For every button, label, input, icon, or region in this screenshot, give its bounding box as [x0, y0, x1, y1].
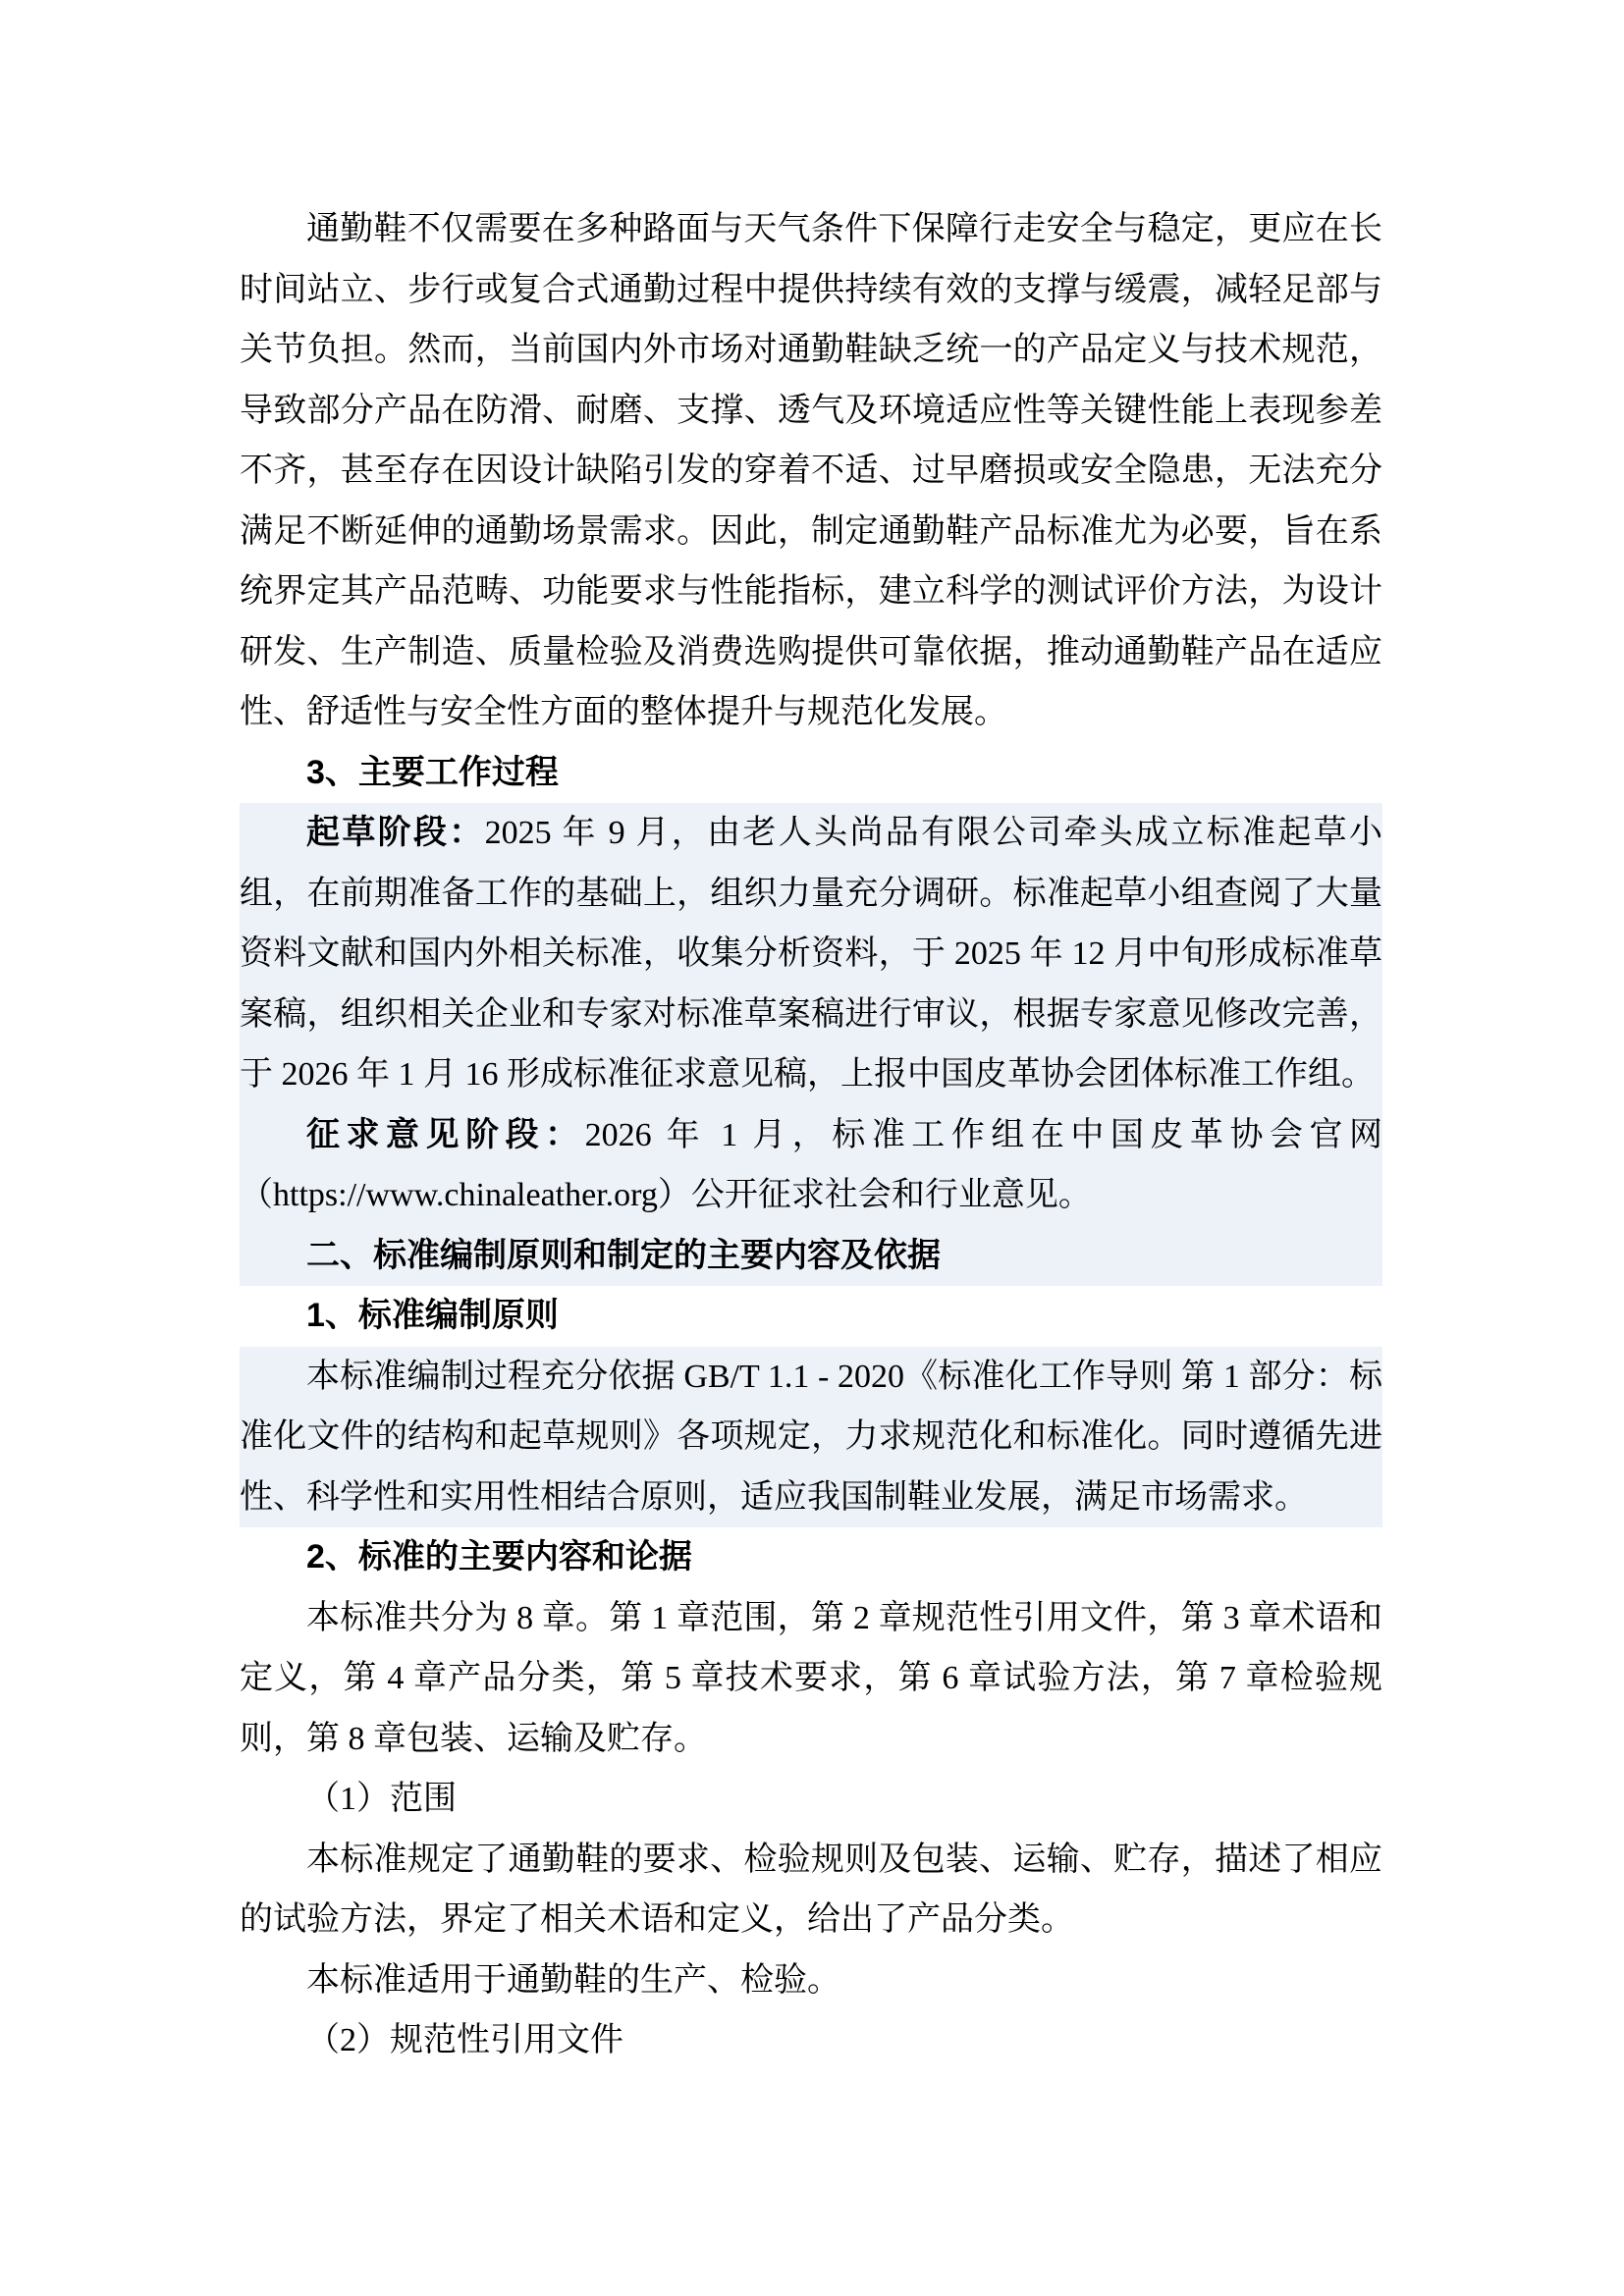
bold-run: 2、标准的主要内容和论据 [306, 1538, 692, 1575]
text-run: （2）规范性引用文件 [306, 2022, 623, 2058]
bold-run: 二、标准编制原则和制定的主要内容及依据 [306, 1236, 941, 1274]
paragraph [240, 1950, 1382, 2011]
document-blocks [240, 199, 1382, 2071]
text-run: 本标准共分为 8 章。第 1 章范围，第 2 章规范性引用文件，第 3 章术语和定义，第 4 章产品分类，第 5 章技术要求，第 6 章试验方法，第 7 章检验规则，第 8 章包装、运输及贮存。 [240, 1599, 1382, 1757]
text-run: （1）范围 [306, 1781, 457, 1817]
paragraph [240, 1105, 1382, 1226]
heading [240, 1226, 1382, 1287]
text-run: 2026 年 1 月，标准工作组在中国皮革协会官网（https://www.chinaleather.org）公开征求社会和行业意见。 [240, 1116, 1383, 1213]
paragraph [240, 1769, 1382, 1830]
heading [240, 1286, 1382, 1347]
text-run: 本标准规定了通勤鞋的要求、检验规则及包装、运输、贮存，描述了相应的试验方法，界定了相关术语和定义，给出了产品分类。 [240, 1841, 1382, 1938]
paragraph [240, 1588, 1382, 1770]
bold-run: 征求意见阶段： [306, 1116, 585, 1153]
text-run: 通勤鞋不仅需要在多种路面与天气条件下保障行走安全与稳定，更应在长时间站立、步行或复合式通勤过程中提供持续有效的支撑与缓震，减轻足部与关节负担。然而，当前国内外市场对通勤鞋缺乏统一的产品定义与技术规范，导致部分产品在防滑、耐磨、支撑、透气及环境适应性等关键性能上表现参差不齐，甚至存在因设计缺陷引发的穿着不适、过早磨损或安全隐患，无法充分满足不断延伸的通勤场景需求。因此，制定通勤鞋产品标准尤为必要，旨在系统界定其产品范畴、功能要求与性能指标，建立科学的测试评价方法，为设计研发、生产制造、质量检验及消费选购提供可靠依据，推动通勤鞋产品在适应性、舒适性与安全性方面的整体提升与规范化发展。 [240, 211, 1382, 730]
bold-run: 起草阶段： [306, 815, 485, 851]
paragraph [240, 1830, 1382, 1950]
text-run: 本标准编制过程充分依据 GB/T 1.1 - 2020《标准化工作导则 第 1 部分：标准化文件的结构和起草规则》各项规定，力求规范化和标准化。同时遵循先进性、科学性和实用性相结合原则，适应我国制鞋业发展，满足市场需求。 [240, 1358, 1382, 1516]
paragraph [240, 1347, 1382, 1528]
paragraph [240, 803, 1382, 1105]
text-run: 2025 年 9 月，由老人头尚品有限公司牵头成立标准起草小组，在前期准备工作的基础上，组织力量充分调研。标准起草小组查阅了大量资料文献和国内外相关标准，收集分析资料，于 2025 年 12 月中旬形成标准草案稿，组织相关企业和专家对标准草案稿进行审议，根据专家意见修改完善，于 2026 年 1 月 16 形成标准征求意见稿，上报中国皮革协会团体标准工作组。 [240, 815, 1383, 1093]
heading [240, 743, 1382, 804]
paragraph [240, 2010, 1382, 2071]
paragraph [240, 199, 1382, 743]
bold-run: 1、标准编制原则 [306, 1297, 559, 1334]
bold-run: 3、主要工作过程 [306, 753, 559, 791]
text-run: 本标准适用于通勤鞋的生产、检验。 [306, 1961, 840, 1999]
heading [240, 1527, 1382, 1588]
